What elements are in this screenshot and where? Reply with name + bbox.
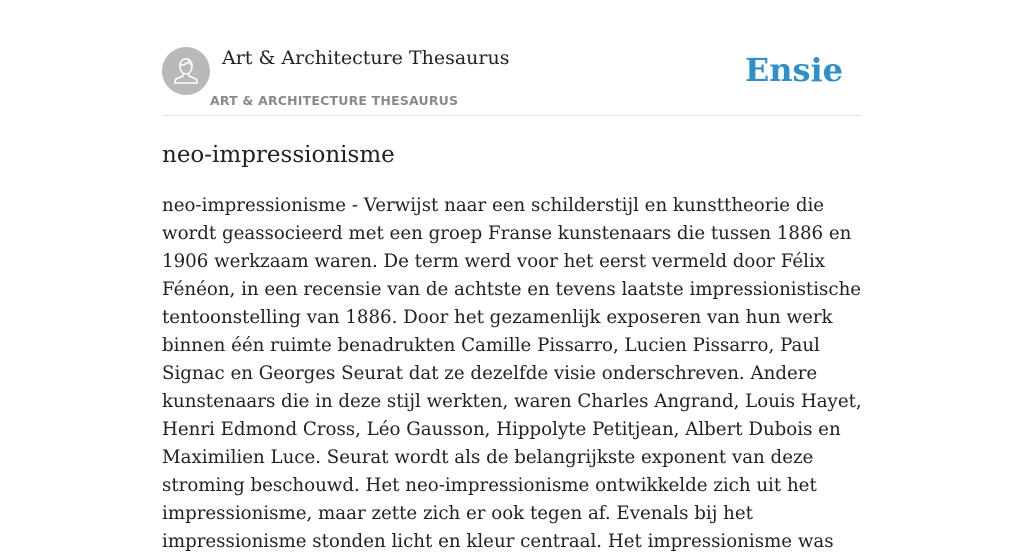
article-title: neo-impressionisme bbox=[162, 142, 395, 168]
user-icon bbox=[162, 47, 210, 95]
category-label[interactable]: ART & ARCHITECTURE THESAURUS bbox=[210, 93, 459, 108]
header-divider bbox=[162, 115, 862, 116]
article-body: neo-impressionisme - Verwijst naar een schilderstijl en kunsttheorie die wordt geassocieerd met een groep Franse kunstenaars die tussen 1886 en 1906 werkzaam waren. De term werd voor het eerst vermeld door Félix Fénéon, in een recensie van de achtste en tevens laatste impressionistische tentoonstelling van 1886. Door het gezamenlijk exposeren van hun werk binnen één ruimte benadrukten Camille Pissarro, Lucien Pissarro, Paul Signac en Georges Seurat dat ze dezelfde visie onderschreven. Andere kunstenaars die in deze stijl werkten, waren Charles Angrand, Louis Hayet, Henri Edmond Cross, Léo Gausson, Hippolyte Petitjean, Albert Dubois en Maximilien Luce. Seurat wordt als de belangrijkste exponent van deze stroming beschouwd. Het neo-impressionisme ontwikkelde zich uit het impressionisme, maar zette zich er ook tegen af. Evenals bij het impressionisme stonden licht en kleur centraal. Het impressionisme was bbox=[162, 195, 862, 552]
author-avatar[interactable] bbox=[162, 47, 210, 95]
ensie-logo[interactable]: Ensie bbox=[744, 51, 843, 89]
author-name[interactable]: Art & Architecture Thesaurus bbox=[222, 47, 510, 69]
